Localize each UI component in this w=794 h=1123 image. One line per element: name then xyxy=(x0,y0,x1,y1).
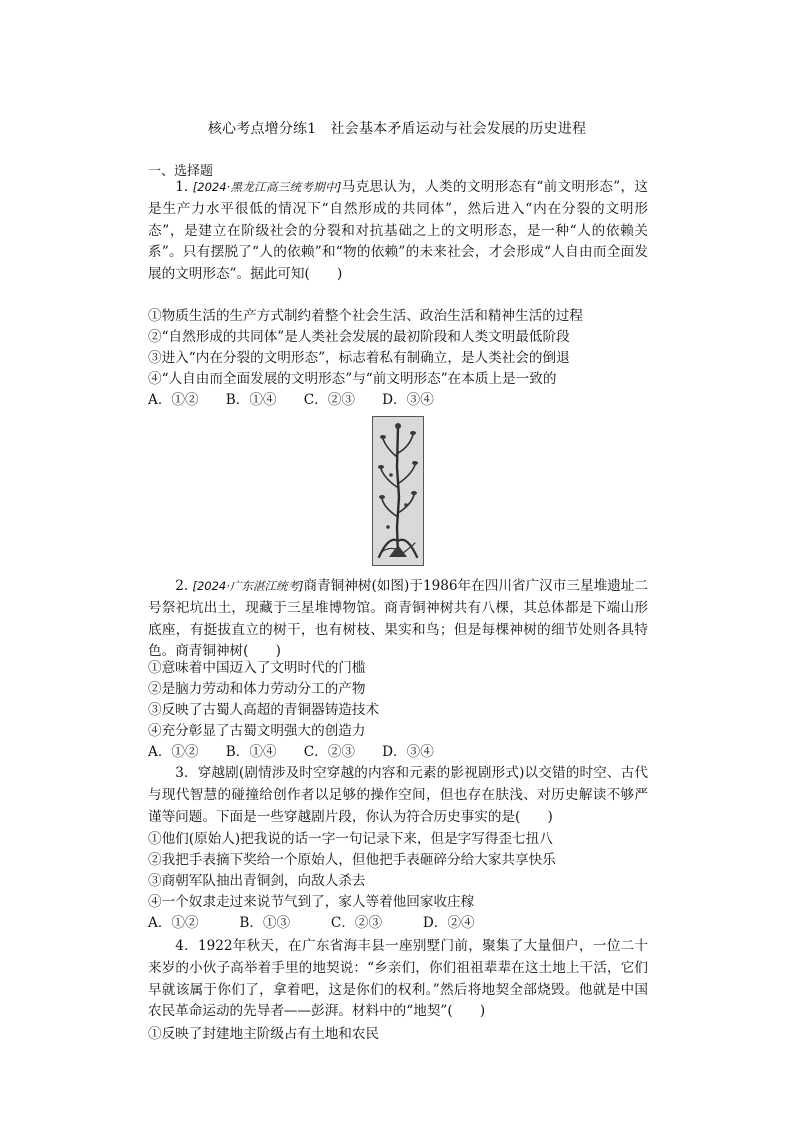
question-1-option: ①物质生活的生产方式制约着整个社会生活、政治生活和精神生活的过程 xyxy=(148,308,583,324)
question-2-stem: 商青铜神树(如图)于1986年在四川省广汉市三星堆遗址二号祭祀坑出土，现藏于三星堆博物馆。商青铜神树共有八棵，其总体都是下端山形底座，有挺拔直立的树干，也有树枝、果实和鸟；但是每棵神树的细节处则各具特色。商青铜神树( ) xyxy=(148,578,648,660)
question-2-number: 2. xyxy=(175,578,193,594)
question-1-stem: 马克思认为，人类的文明形态有“前文明形态”，这是生产力水平很低的情况下“自然形成的共同体”，然后进入“内在分裂的文明形态”，是建立在阶级社会的分裂和对抗基础之上的文明形态，是一种“人的依赖关系”。只有摆脱了“人的依赖”和“物的依赖”的未来社会，才会形成“人自由而全面发展的文明形态”。据此可知( ) xyxy=(148,179,648,283)
question-2-source: [2024·广东湛江统考] xyxy=(192,579,304,593)
question-1-number: 1. xyxy=(175,179,193,195)
question-2-option: ②是脑力劳动和体力劳动分工的产物 xyxy=(148,681,366,697)
question-4-stem: 4．1922年秋天，在广东省海丰县一座别墅门前，聚集了大量佃户，一位二十来岁的小伙子高举着手里的地契说：“乡亲们，你们祖祖辈辈在这土地上干活，它们早就该属于你们了，拿着吧，这是你们的权利。”然后将地契全部烧毁。他就是中国农民革命运动的先导者——彭湃。材料中的“地契”( ) xyxy=(148,938,648,1020)
question-2 xyxy=(148,576,648,663)
bronze-tree-illustration xyxy=(373,417,423,565)
question-1-source: [2024·黑龙江高三统考期中] xyxy=(192,180,342,194)
question-1-option: ④“人自由而全面发展的文明形态”与“前文明形态”在本质上是一致的 xyxy=(148,371,557,387)
question-3-option: ①他们(原始人)把我说的话一字一句记录下来，但是字写得歪七扭八 xyxy=(148,831,553,847)
question-3-option: ②我把手表摘下奖给一个原始人，但他把手表砸碎分给大家共享快乐 xyxy=(148,852,556,868)
question-2-option: ③反映了古蜀人高超的青铜器铸造技术 xyxy=(148,702,380,718)
question-3-option: ③商朝军队抽出青铜剑，向敌人杀去 xyxy=(148,873,366,889)
question-1 xyxy=(148,177,648,286)
question-3 xyxy=(148,763,648,828)
question-3-option: ④一个奴隶走过来说节气到了，家人等着他回家收庄稼 xyxy=(148,894,475,910)
question-2-option: ①意味着中国迈入了文明时代的门槛 xyxy=(148,660,366,676)
question-2-option: ④充分彰显了古蜀文明强大的创造力 xyxy=(148,723,366,739)
page-title: 核心考点增分练1 社会基本矛盾运动与社会发展的历史进程 xyxy=(207,121,587,137)
question-2-choices: A．①② B．①④ C．②③ D．③④ xyxy=(148,744,434,760)
bronze-tree-figure xyxy=(372,416,424,566)
question-1-option: ②“自然形成的共同体”是人类社会发展的最初阶段和人类文明最低阶段 xyxy=(148,329,570,345)
question-4-option: ①反映了封建地主阶级占有土地和农民 xyxy=(148,1026,380,1042)
question-4 xyxy=(148,936,648,1023)
question-3-choices: A．①② B．①③ C．②③ D．②④ xyxy=(148,915,475,931)
question-3-stem: 3．穿越剧(剧情涉及时空穿越的内容和元素的影视剧形式)以交错的时空、古代与现代智慧的碰撞给创作者以足够的操作空间，但也存在肤浅、对历史解读不够严谨等问题。下面是一些穿越剧片段，你认为符合历史事实的是( ) xyxy=(148,765,648,825)
section-heading: 一、选择题 xyxy=(148,164,214,179)
question-1-choices: A．①② B．①④ C．②③ D．③④ xyxy=(148,392,434,408)
question-1-option: ③进入“内在分裂的文明形态”，标志着私有制确立，是人类社会的倒退 xyxy=(148,350,570,366)
